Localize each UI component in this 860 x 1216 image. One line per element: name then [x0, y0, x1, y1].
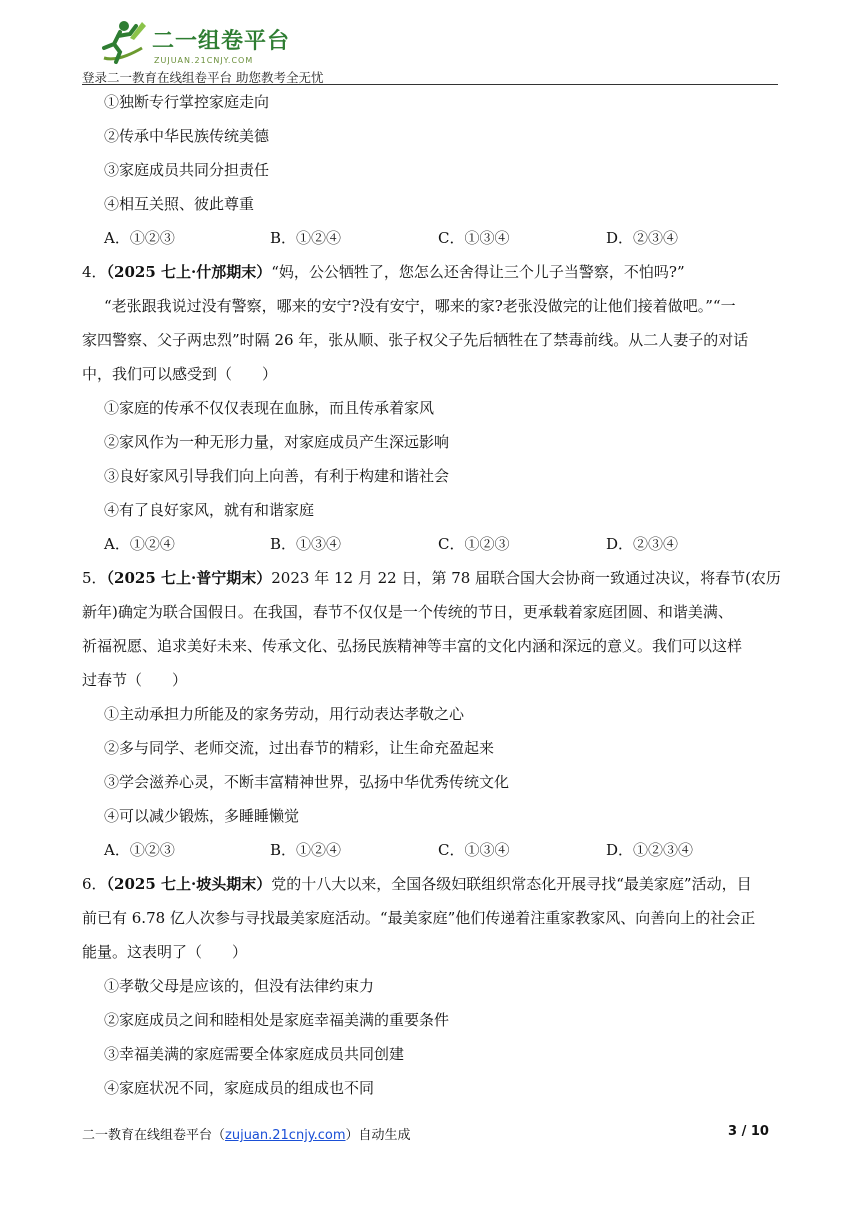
q4-source: （2025 七上·什邡期末）: [106, 263, 272, 281]
q6-number: 6．: [82, 875, 107, 893]
logo-name: 二一组卷平台: [152, 29, 291, 54]
q4-option-1: ①家庭的传承不仅仅表现在血脉，而且传承着家风: [104, 399, 435, 417]
q4-stem-line-1: [82, 262, 685, 282]
q6-stem-line-3: 能量。这表明了（ ）: [82, 943, 248, 961]
running-figure-icon: [90, 18, 150, 66]
q5-stem-line-1: [82, 568, 781, 588]
q5-number: 5．: [82, 569, 107, 587]
q6-stem-line-1: [82, 874, 752, 894]
page-footer-source: [82, 1124, 411, 1143]
q6-option-1: ①孝敬父母是应该的，但没有法律约束力: [104, 977, 375, 995]
footer-prefix: 二一教育在线组卷平台（: [82, 1128, 226, 1143]
q5-stem-text: 2023 年 12 月 22 日，第 78 届联合国大会协商一致通过决议，将春节(农历: [271, 569, 781, 587]
q5-option-1: ①主动承担力所能及的家务劳动，用行动表达孝敬之心: [104, 705, 465, 723]
q6-stem-text: 党的十八大以来，全国各级妇联组织常态化开展寻找“最美家庭”活动，目: [271, 875, 752, 893]
footer-site-link[interactable]: zujuan.21cnjy.com: [225, 1128, 346, 1143]
q3-option-1: ①独断专行掌控家庭走向: [104, 93, 270, 111]
q4-choice-b: B．①③④: [270, 535, 342, 553]
q4-number: 4．: [82, 263, 107, 281]
logo-subtitle: ZUJUAN.21CNJY.COM: [154, 56, 254, 65]
q3-choice-d: D．②③④: [606, 229, 679, 247]
header-tagline: 登录二一教育在线组卷平台 助您教考全无忧: [82, 70, 324, 85]
q5-option-2: ②多与同学、老师交流，过出春节的精彩，让生命充盈起来: [104, 739, 495, 757]
q5-stem-line-2: 新年)确定为联合国假日。在我国，春节不仅仅是一个传统的节日，更承载着家庭团圆、和谐美满、: [82, 603, 733, 621]
q4-option-2: ②家风作为一种无形力量，对家庭成员产生深远影响: [104, 433, 450, 451]
q6-stem-line-2: 前已有 6.78 亿人次参与寻找最美家庭活动。“最美家庭”他们传递着注重家教家风、向善向上的社会正: [82, 909, 756, 927]
q5-option-4: ④可以减少锻炼，多睡睡懒觉: [104, 807, 300, 825]
q3-choice-a: A．①②③: [104, 229, 175, 247]
q4-option-4: ④有了良好家风，就有和谐家庭: [104, 501, 315, 519]
q6-source: （2025 七上·坡头期末）: [106, 875, 272, 893]
q6-option-4: ④家庭状况不同，家庭成员的组成也不同: [104, 1079, 375, 1097]
platform-logo: [90, 14, 350, 72]
page-header: [82, 14, 778, 86]
q3-option-3: ③家庭成员共同分担责任: [104, 161, 270, 179]
q4-choice-c: C．①②③: [438, 535, 510, 553]
q4-choice-a: A．①②④: [104, 535, 175, 553]
q5-source: （2025 七上·普宁期末）: [106, 569, 272, 587]
q3-option-4: ④相互关照、彼此尊重: [104, 195, 255, 213]
page-number: 3 / 10: [728, 1124, 769, 1139]
q6-option-2: ②家庭成员之间和睦相处是家庭幸福美满的重要条件: [104, 1011, 450, 1029]
footer-suffix: ）自动生成: [345, 1128, 411, 1143]
q4-stem-text: “妈，公公牺牲了，您怎么还舍得让三个儿子当警察，不怕吗?”: [271, 263, 685, 281]
q5-stem-line-3: 祈福祝愿、追求美好未来、传承文化、弘扬民族精神等丰富的文化内涵和深远的意义。我们可以这样: [82, 637, 743, 655]
q3-choice-b: B．①②④: [270, 229, 342, 247]
q4-stem-line-4: 中，我们可以感受到（ ）: [82, 365, 278, 383]
q5-choice-c: C．①③④: [438, 841, 510, 859]
q4-stem-line-2: “老张跟我说过没有警察，哪来的安宁?没有安宁，哪来的家?老张没做完的让他们接着做吧。”“一: [104, 297, 736, 315]
q6-option-3: ③幸福美满的家庭需要全体家庭成员共同创建: [104, 1045, 405, 1063]
q4-stem-line-3: 家四警察、父子两忠烈”时隔 26 年，张从顺、张子权父子先后牺牲在了禁毒前线。从二人妻子的对话: [82, 331, 749, 349]
q5-choice-d: D．①②③④: [606, 841, 694, 859]
q3-option-2: ②传承中华民族传统美德: [104, 127, 270, 145]
q4-option-3: ③良好家风引导我们向上向善，有利于构建和谐社会: [104, 467, 450, 485]
q4-choice-d: D．②③④: [606, 535, 679, 553]
q3-choice-c: C．①③④: [438, 229, 510, 247]
q5-choice-a: A．①②③: [104, 841, 175, 859]
header-divider: [82, 84, 778, 85]
q5-stem-line-4: 过春节（ ）: [82, 671, 188, 689]
q5-choice-b: B．①②④: [270, 841, 342, 859]
q5-option-3: ③学会滋养心灵，不断丰富精神世界，弘扬中华优秀传统文化: [104, 773, 510, 791]
